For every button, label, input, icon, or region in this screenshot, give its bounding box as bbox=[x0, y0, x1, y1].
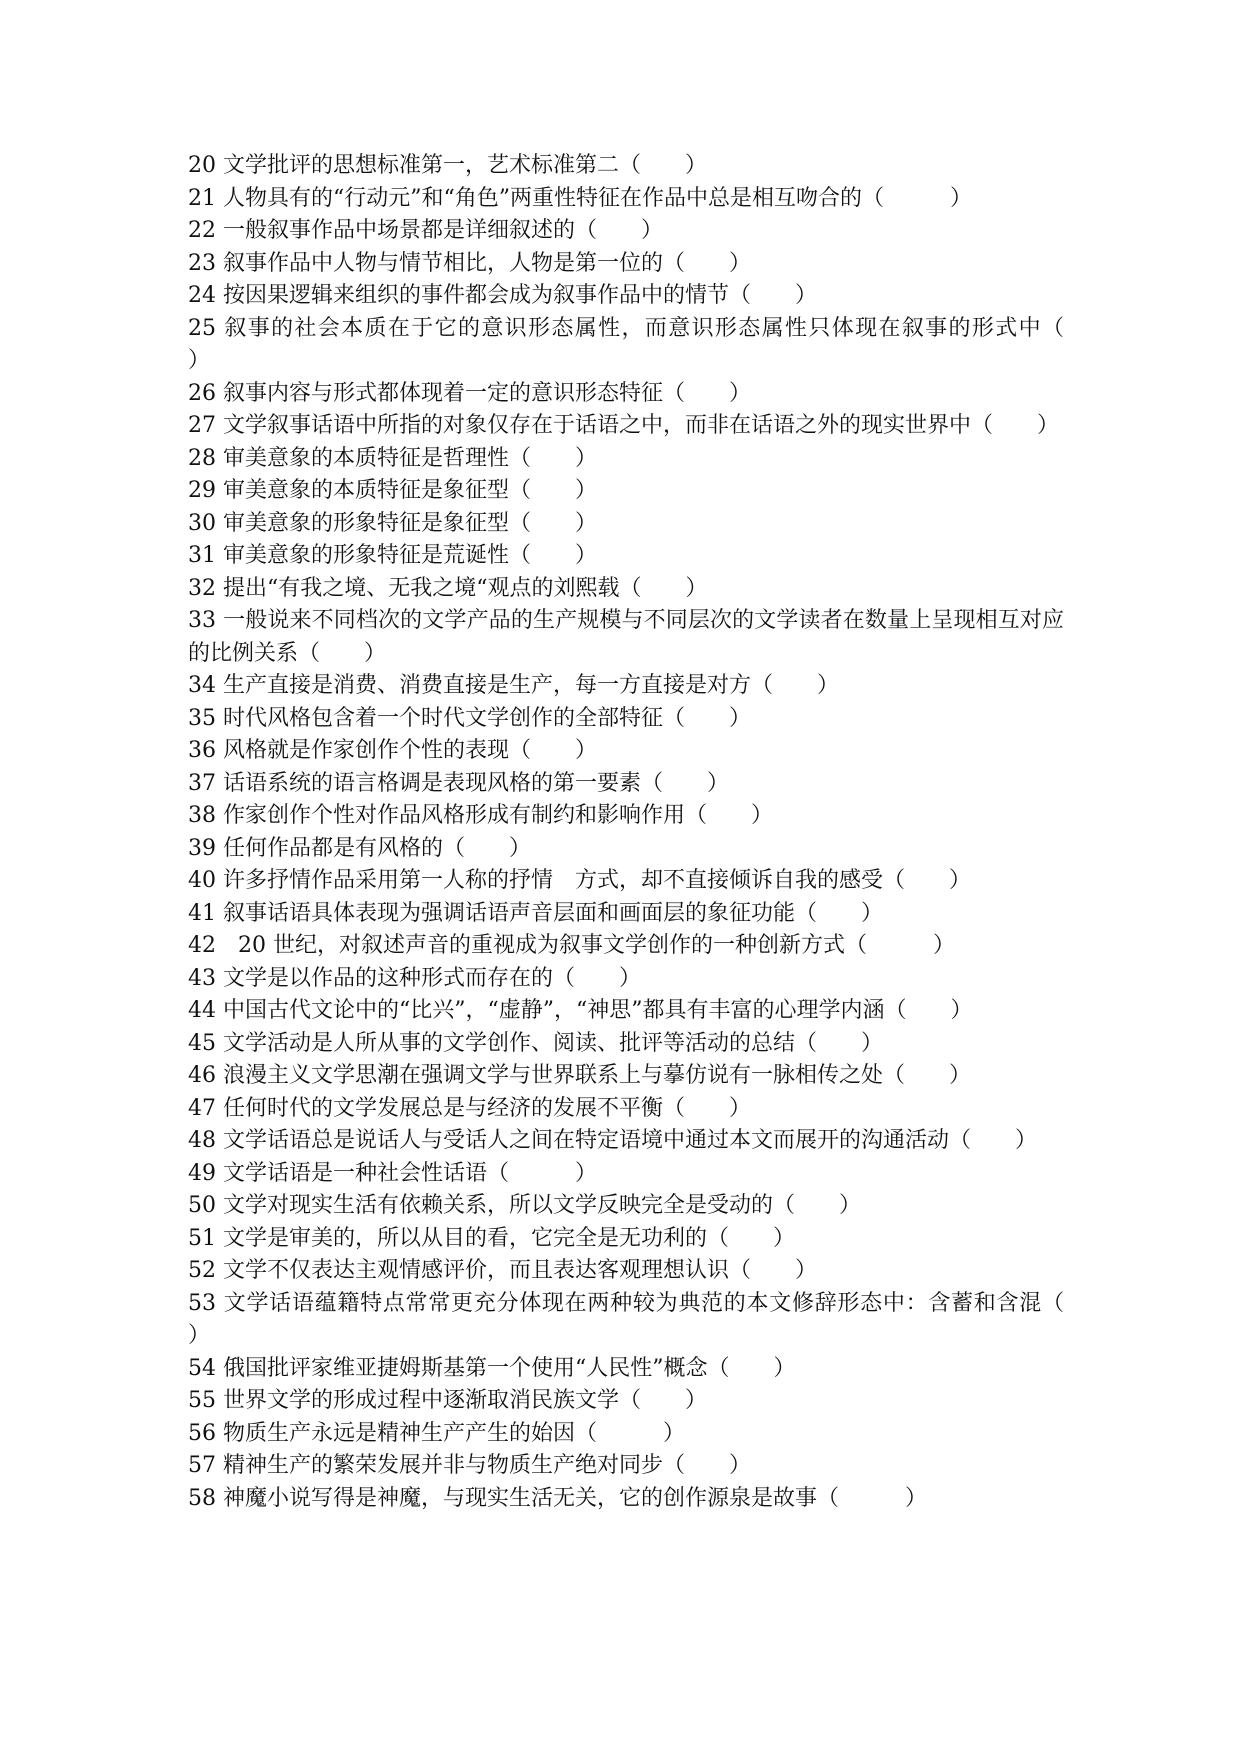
question-item-51: 51 文学是审美的，所以从目的看，它完全是无功利的（ ） bbox=[188, 1225, 795, 1251]
question-item-47: 47 任何时代的文学发展总是与经济的发展不平衡（ ） bbox=[188, 1095, 751, 1121]
question-item-41: 41 叙事话语具体表现为强调话语声音层面和画面层的象征功能（ ） bbox=[188, 900, 883, 926]
question-item-26: 26 叙事内容与形式都体现着一定的意识形态特征（ ） bbox=[188, 380, 751, 406]
question-item-54: 54 俄国批评家维亚捷姆斯基第一个使用“人民性”概念（ ） bbox=[188, 1355, 796, 1381]
question-item-38: 38 作家创作个性对作品风格形成有制约和影响作用（ ） bbox=[188, 803, 773, 828]
question-item-32: 32 提出“有我之境、无我之境“观点的刘熙载（ ） bbox=[188, 575, 708, 601]
question-item-48: 48 文学话语总是说话人与受话人之间在特定语境中通过本文而展开的沟通活动（ ） bbox=[188, 1128, 1037, 1153]
question-item-49: 49 文学话语是一种社会性话语（ ） bbox=[188, 1160, 597, 1186]
question-item-35: 35 时代风格包含着一个时代文学创作的全部特征（ ） bbox=[188, 705, 751, 731]
question-item-20: 20 文学批评的思想标准第一，艺术标准第二（ ） bbox=[188, 153, 707, 178]
question-item-53: 53 文学话语蕴籍特点常常更充分体现在两种较为典范的本文修辞形态中：含蓄和含混（ ） bbox=[188, 1290, 1109, 1348]
question-item-58: 58 神魔小说写得是神魔，与现实生活无关，它的创作源泉是故事（ ） bbox=[188, 1485, 927, 1511]
question-item-45: 45 文学活动是人所从事的文学创作、阅读、批评等活动的总结（ ） bbox=[188, 1030, 883, 1056]
question-list bbox=[188, 150, 1109, 1515]
question-item-27: 27 文学叙事话语中所指的对象仅存在于话语之中，而非在话语之外的现实世界中（ ） bbox=[188, 413, 1059, 438]
question-item-36: 36 风格就是作家创作个性的表现（ ） bbox=[188, 738, 597, 763]
question-item-34: 34 生产直接是消费、消费直接是生产，每一方直接是对方（ ） bbox=[188, 673, 839, 698]
question-item-44: 44 中国古代文论中的“比兴”，“虚静”，“神思”都具有丰富的心理学内涵（ ） bbox=[188, 998, 973, 1023]
question-item-28: 28 审美意象的本质特征是哲理性（ ） bbox=[188, 445, 597, 471]
question-item-57: 57 精神生产的繁荣发展并非与物质生产绝对同步（ ） bbox=[188, 1453, 751, 1478]
question-item-39: 39 任何作品都是有风格的（ ） bbox=[188, 835, 531, 861]
question-item-56: 56 物质生产永远是精神生产产生的始因（ ） bbox=[188, 1420, 685, 1446]
question-item-23: 23 叙事作品中人物与情节相比，人物是第一位的（ ） bbox=[188, 250, 751, 276]
question-item-43: 43 文学是以作品的这种形式而存在的（ ） bbox=[188, 965, 641, 991]
question-item-46: 46 浪漫主义文学思潮在强调文学与世界联系上与摹仿说有一脉相传之处（ ） bbox=[188, 1063, 971, 1088]
question-item-52: 52 文学不仅表达主观情感评价，而且表达客观理想认识（ ） bbox=[188, 1258, 817, 1283]
question-item-30: 30 审美意象的形象特征是象征型（ ） bbox=[188, 510, 597, 536]
question-item-29: 29 审美意象的本质特征是象征型（ ） bbox=[188, 478, 597, 503]
question-item-50: 50 文学对现实生活有依赖关系，所以文学反映完全是受动的（ ） bbox=[188, 1193, 861, 1218]
question-item-25: 25 叙事的社会本质在于它的意识形态属性，而意识形态属性只体现在叙事的形式中（ ） bbox=[188, 315, 1109, 373]
question-item-37: 37 话语系统的语言格调是表现风格的第一要素（ ） bbox=[188, 770, 729, 796]
question-item-55: 55 世界文学的形成过程中逐渐取消民族文学（ ） bbox=[188, 1388, 707, 1413]
question-item-24: 24 按因果逻辑来组织的事件都会成为叙事作品中的情节（ ） bbox=[188, 283, 817, 308]
question-item-22: 22 一般叙事作品中场景都是详细叙述的（ ） bbox=[188, 218, 663, 243]
question-item-40: 40 许多抒情作品采用第一人称的抒情 方式，却不直接倾诉自我的感受（ ） bbox=[188, 868, 971, 893]
question-item-31: 31 审美意象的形象特征是荒诞性（ ） bbox=[188, 543, 597, 568]
question-item-33: 33 一般说来不同档次的文学产品的生产规模与不同层次的文学读者在数量上呈现相互对应的比例关系（ ） bbox=[188, 608, 1064, 666]
question-item-21: 21 人物具有的“行动元”和“角色”两重性特征在作品中总是相互吻合的（ ） bbox=[188, 185, 972, 211]
question-item-42: 42 20 世纪，对叙述声音的重视成为叙事文学创作的一种创新方式（ ） bbox=[188, 933, 955, 958]
